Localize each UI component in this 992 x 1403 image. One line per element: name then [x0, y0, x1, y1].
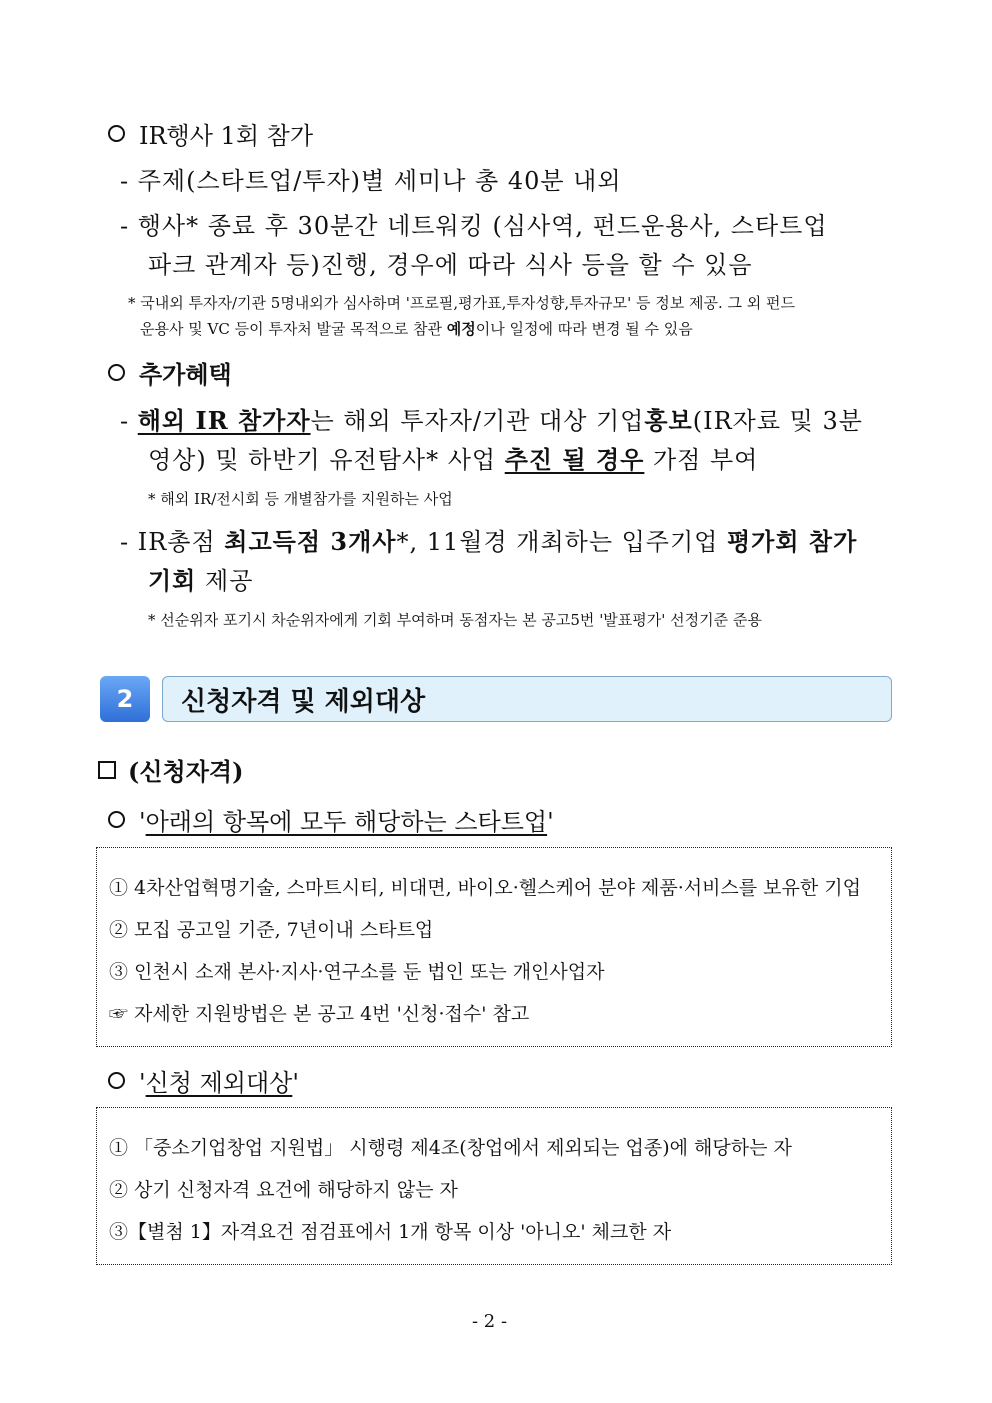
- checkbox-square-icon: [98, 761, 116, 779]
- page-number: - 2 -: [472, 1311, 508, 1332]
- ir-event-note-line-2: 운용사 및 VC 등이 투자처 발굴 목적으로 참관 예정이나 일정에 따라 변경 될 수 있음: [140, 320, 693, 338]
- extra-benefits-item-2-line-1: - IR총점 최고득점 3개사*, 11월경 개최하는 입주기업 평가회 참가: [120, 527, 858, 556]
- exclusion-item-3: ③【별첨 1】자격요건 점검표에서 1개 항목 이상 '아니오' 체크한 자: [109, 1221, 672, 1243]
- exclusion-item-1: ① 「중소기업창업 지원법」 시행령 제4조(창업에서 제외되는 업종)에 해당하는 자: [109, 1137, 792, 1159]
- exclusion-box: [96, 1107, 892, 1265]
- exclusion-item-2: ② 상기 신청자격 요건에 해당하지 않는 자: [109, 1179, 458, 1201]
- section-title-bar: [162, 676, 892, 722]
- extra-benefits-item-1-line-2: 영상) 및 하반기 유전탐사* 사업 추진 될 경우 가점 부여: [148, 445, 759, 474]
- ir-event-item-2-line-1: - 행사* 종료 후 30분간 네트워킹 (심사역, 펀드운용사, 스타트업: [120, 212, 828, 240]
- circle-bullet-icon: [108, 811, 125, 828]
- extra-benefits-note-1: * 해외 IR/전시회 등 개별참가를 지원하는 사업: [148, 490, 453, 508]
- extra-benefits-item-2-line-2: 기회 제공: [148, 566, 254, 595]
- eligibility-item-1: ① 4차산업혁명기술, 스마트시티, 비대면, 바이오·헬스케어 분야 제품·서비스를 보유한 기업: [109, 877, 861, 899]
- exclusion-heading: '신청 제외대상': [108, 1063, 299, 1098]
- circle-bullet-icon: [108, 364, 125, 381]
- ir-event-heading: IR행사 1회 참가: [108, 116, 313, 151]
- circle-bullet-icon: [108, 1072, 125, 1089]
- ir-event-item-2-line-2: 파크 관계자 등)진행, 경우에 따라 식사 등을 할 수 있음: [148, 251, 753, 279]
- eligibility-reference-note: ☞ 자세한 지원방법은 본 공고 4번 '신청·접수' 참고: [109, 1003, 530, 1025]
- extra-benefits-note-2: * 선순위자 포기시 차순위자에게 기회 부여하며 동점자는 본 공고5번 '발표평가' 선정기준 준용: [148, 611, 762, 629]
- circle-bullet-icon: [108, 125, 125, 142]
- eligibility-heading: '아래의 항목에 모두 해당하는 스타트업': [108, 802, 554, 837]
- extra-benefits-item-1-line-1: - 해외 IR 참가자는 해외 투자자/기관 대상 기업홍보(IR자료 및 3분: [120, 406, 863, 435]
- ir-event-item-1: - 주제(스타트업/투자)별 세미나 총 40분 내외: [120, 167, 622, 195]
- section-number-badge: 2: [100, 676, 150, 722]
- section-title: 신청자격 및 제외대상: [181, 686, 426, 717]
- eligibility-item-3: ③ 인천시 소재 본사·지사·연구소를 둔 법인 또는 개인사업자: [109, 961, 605, 983]
- eligibility-box: [96, 847, 892, 1047]
- eligibility-item-2: ② 모집 공고일 기준, 7년이내 스타트업: [109, 919, 434, 941]
- extra-benefits-heading: 추가혜택: [108, 355, 232, 390]
- eligibility-subheading: (신청자격): [98, 752, 243, 787]
- ir-event-note-line-1: * 국내외 투자자/기관 5명내외가 심사하며 '프로필,평가표,투자성향,투자규모' 등 정보 제공. 그 외 펀드: [128, 294, 795, 312]
